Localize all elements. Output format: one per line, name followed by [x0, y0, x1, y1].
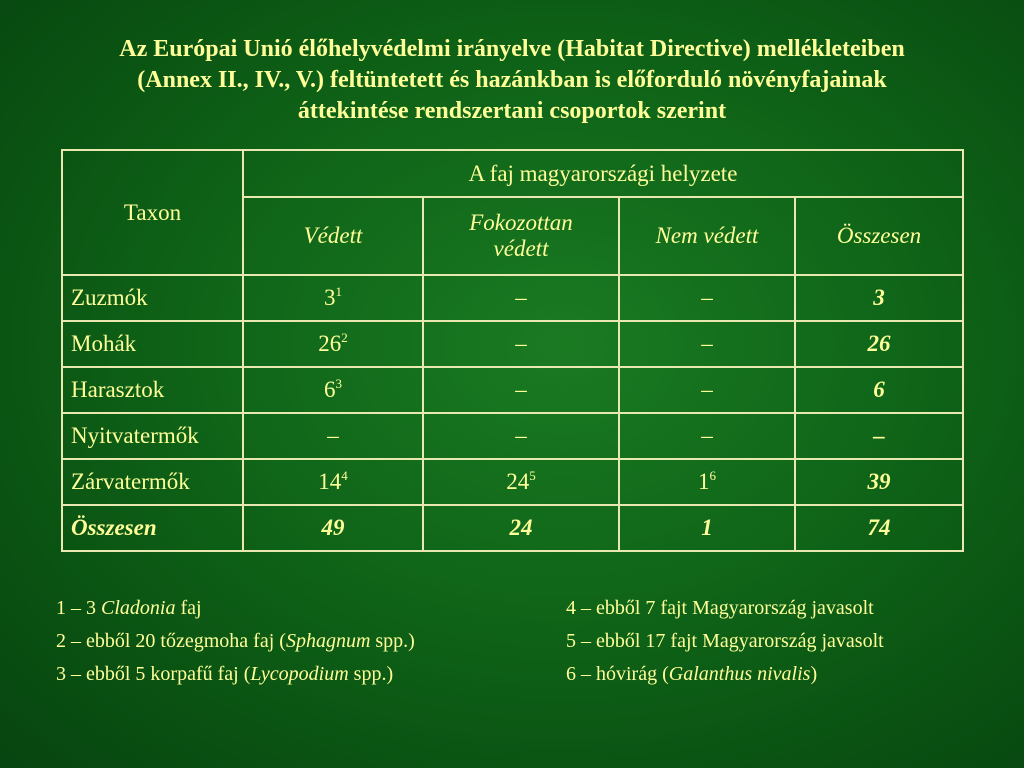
footnote-ref: 4 — [341, 468, 348, 483]
cell-osszesen: – — [795, 413, 963, 459]
footnote-4: 4 – ebből 7 fajt Magyarország javasolt — [566, 597, 874, 619]
cell-osszesen: 39 — [795, 459, 963, 505]
footnote-text: spp.) — [370, 630, 415, 652]
total-vedett: 49 — [243, 505, 423, 551]
cell-value: – — [701, 285, 713, 310]
total-label: Összesen — [62, 505, 243, 551]
footnote-ref: 3 — [335, 376, 342, 391]
slide-title — [20, 34, 1004, 127]
table-row — [62, 459, 963, 505]
cell-fokozottan — [423, 413, 619, 459]
header-vedett: Védett — [243, 197, 423, 275]
header-fokozottan-line2: védett — [493, 236, 549, 261]
cell-fokozottan — [423, 367, 619, 413]
cell-vedett — [243, 321, 423, 367]
footnote-text: 6 – hóvirág ( — [566, 663, 669, 685]
cell-value: – — [515, 331, 527, 356]
footnote-ref: 2 — [341, 330, 348, 345]
cell-nem-vedett — [619, 367, 795, 413]
footnote-ref: 6 — [709, 468, 716, 483]
cell-value: – — [701, 423, 713, 448]
title-line-3: áttekintése rendszertani csoportok szerint — [297, 98, 727, 124]
footnote-2 — [56, 625, 415, 658]
row-taxon: Zárvatermők — [62, 459, 243, 505]
header-taxon: Taxon — [62, 150, 243, 275]
row-taxon: Zuzmók — [62, 275, 243, 321]
footnote-ref: 5 — [529, 468, 536, 483]
footnote-ref: 1 — [335, 284, 342, 299]
footnote-5: 5 – ebből 17 fajt Magyarország javasolt — [566, 630, 884, 652]
header-osszesen: Összesen — [795, 197, 963, 275]
header-group: A faj magyarországi helyzete — [243, 150, 963, 197]
header-fokozottan — [423, 197, 619, 275]
cell-value: 6 — [324, 377, 336, 402]
cell-nem-vedett — [619, 275, 795, 321]
total-nem-vedett: 1 — [619, 505, 795, 551]
footnote-taxon-name: Lycopodium — [250, 663, 349, 685]
total-fokozottan: 24 — [423, 505, 619, 551]
header-fokozottan-line1: Fokozottan — [469, 210, 573, 235]
cell-osszesen: 3 — [795, 275, 963, 321]
table-row — [62, 275, 963, 321]
row-taxon: Nyitvatermők — [62, 413, 243, 459]
row-taxon: Harasztok — [62, 367, 243, 413]
cell-value: – — [327, 423, 339, 448]
cell-vedett — [243, 367, 423, 413]
footnote-taxon-name: Galanthus nivalis — [668, 663, 811, 685]
row-taxon: Mohák — [62, 321, 243, 367]
table-row — [62, 321, 963, 367]
total-osszesen: 74 — [795, 505, 963, 551]
cell-fokozottan — [423, 321, 619, 367]
cell-value: 26 — [318, 331, 342, 356]
total-row — [62, 505, 963, 551]
cell-fokozottan — [423, 275, 619, 321]
header-nem-vedett: Nem védett — [619, 197, 795, 275]
cell-osszesen: 6 — [795, 367, 963, 413]
footnote-text: faj — [175, 597, 202, 619]
footnotes-right — [566, 592, 884, 691]
title-line-1: Az Európai Unió élőhelyvédelmi irányelve (Habitat Directive) mellékleteiben — [119, 36, 905, 62]
cell-value: 1 — [698, 469, 710, 494]
cell-value: – — [515, 285, 527, 310]
species-table — [61, 149, 964, 552]
cell-value: – — [515, 377, 527, 402]
cell-fokozottan — [423, 459, 619, 505]
cell-nem-vedett — [619, 413, 795, 459]
footnote-text: 1 – 3 — [56, 597, 101, 619]
footnote-text: ) — [810, 663, 818, 685]
footnote-text: spp.) — [348, 663, 394, 685]
cell-osszesen: 26 — [795, 321, 963, 367]
header-row-top — [62, 150, 963, 197]
footnote-text: 2 – ebből 20 tőzegmoha faj ( — [56, 630, 286, 652]
cell-value: – — [701, 331, 713, 356]
footnote-3 — [56, 658, 415, 691]
cell-value: 24 — [506, 469, 530, 494]
cell-value: 3 — [324, 285, 336, 310]
cell-vedett — [243, 275, 423, 321]
footnote-1 — [56, 592, 415, 625]
cell-vedett — [243, 413, 423, 459]
cell-value: – — [515, 423, 527, 448]
footnote-text: 3 – ebből 5 korpafű faj ( — [56, 663, 251, 685]
footnote-taxon-name: Cladonia — [101, 597, 176, 619]
cell-nem-vedett — [619, 459, 795, 505]
footnotes-left — [56, 592, 415, 691]
cell-value: – — [701, 377, 713, 402]
cell-vedett — [243, 459, 423, 505]
footnote-taxon-name: Sphagnum — [285, 630, 371, 652]
title-line-2: (Annex II., IV., V.) feltüntetett és hazánkban is előforduló növényfajainak — [137, 67, 887, 93]
table-row — [62, 367, 963, 413]
cell-nem-vedett — [619, 321, 795, 367]
cell-value: 14 — [318, 469, 342, 494]
table-row — [62, 413, 963, 459]
footnote-6 — [566, 658, 884, 691]
